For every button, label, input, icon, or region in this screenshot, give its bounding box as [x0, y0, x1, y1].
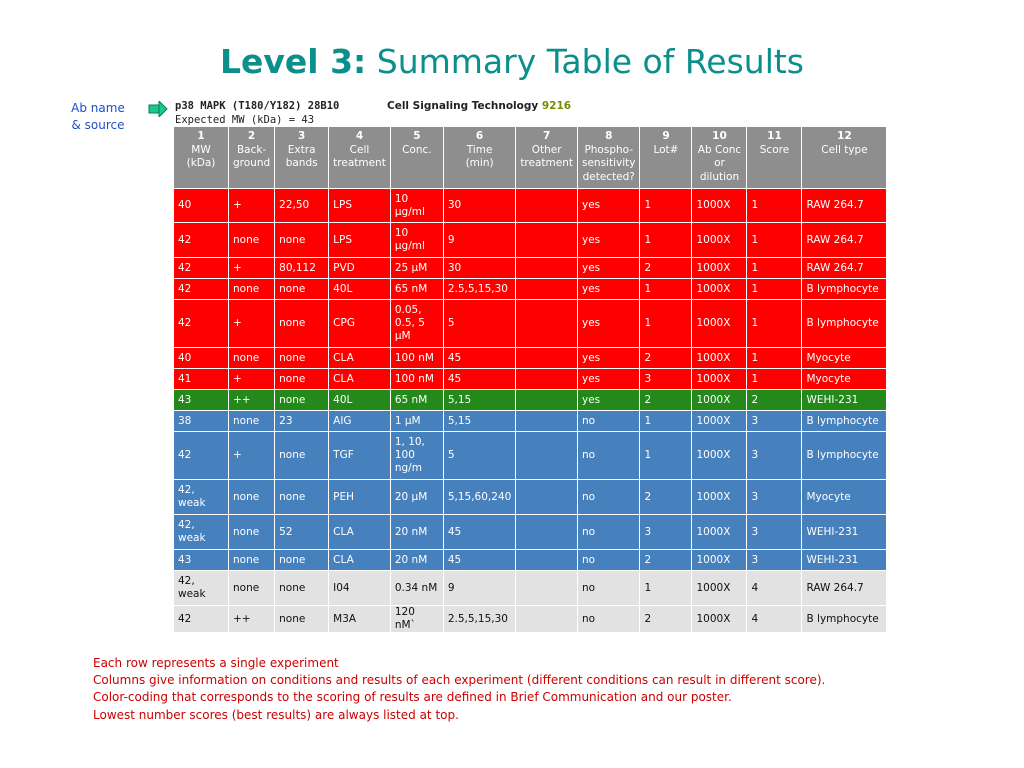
table-row	[174, 606, 887, 633]
table-cell: TGF	[329, 432, 391, 480]
table-cell: CLA	[329, 515, 391, 550]
table-cell: RAW 264.7	[802, 571, 887, 606]
table-cell: 38	[174, 411, 229, 432]
table-cell: yes	[578, 390, 640, 411]
table-cell: 42	[174, 279, 229, 300]
table-cell: none	[275, 606, 329, 633]
table-cell: 1000X	[692, 348, 747, 369]
table-cell: no	[578, 515, 640, 550]
column-header	[747, 127, 802, 189]
table-cell: CLA	[329, 348, 391, 369]
table-cell: yes	[578, 300, 640, 348]
table-cell	[516, 258, 578, 279]
title-level: Level 3:	[219, 42, 367, 81]
table-cell: 40	[174, 348, 229, 369]
table-cell: none	[275, 300, 329, 348]
table-cell	[516, 550, 578, 571]
table-cell: none	[275, 223, 329, 258]
table-cell	[516, 223, 578, 258]
table-cell: 1	[640, 571, 692, 606]
arrow-right-icon	[148, 101, 168, 117]
table-cell: 1	[640, 189, 692, 223]
column-number: 2	[247, 130, 256, 142]
table-cell: 42	[174, 300, 229, 348]
table-cell: 40L	[329, 390, 391, 411]
table-cell: 10 µg/ml	[390, 189, 443, 223]
column-label: bands	[285, 157, 318, 169]
table-cell: CPG	[329, 300, 391, 348]
column-label: or	[714, 157, 725, 169]
title-text: Summary Table of Results	[376, 42, 804, 81]
column-header	[692, 127, 747, 189]
table-cell: 1000X	[692, 411, 747, 432]
table-cell: 1	[747, 189, 802, 223]
table-cell: 41	[174, 369, 229, 390]
table-cell: 1000X	[692, 369, 747, 390]
note-line: Color-coding that corresponds to the scoring of results are defined in Brief Communication and our poster.	[93, 690, 732, 705]
table-cell: 45	[443, 515, 515, 550]
column-header	[329, 127, 391, 189]
table-cell: 25 µM	[390, 258, 443, 279]
table-cell: no	[578, 432, 640, 480]
table-cell	[516, 348, 578, 369]
table-cell: none	[275, 432, 329, 480]
ab-name-source-label	[58, 100, 138, 134]
column-label: Other	[531, 143, 562, 156]
table-cell: WEHI-231	[802, 390, 887, 411]
table-cell: ++	[229, 606, 275, 633]
table-cell: 65 nM	[390, 279, 443, 300]
table-cell: 100 nM	[390, 369, 443, 390]
table-cell: 42	[174, 258, 229, 279]
table-cell: 45	[443, 369, 515, 390]
column-label: Conc.	[402, 143, 432, 156]
table-cell: WEHI-231	[802, 515, 887, 550]
expected-mw: Expected MW (kDa) = 43	[175, 114, 315, 126]
table-cell: 30	[443, 258, 515, 279]
table-cell: +	[229, 300, 275, 348]
table-cell: CLA	[329, 369, 391, 390]
column-label: Lot#	[653, 143, 679, 156]
table-cell: 2	[640, 550, 692, 571]
table-cell: 0.34 nM	[390, 571, 443, 606]
table-cell: PEH	[329, 480, 391, 515]
table-row	[174, 223, 887, 258]
table-cell: 30	[443, 189, 515, 223]
column-label: Extra	[287, 143, 316, 156]
table-cell: yes	[578, 348, 640, 369]
table-cell: none	[229, 411, 275, 432]
table-cell	[516, 571, 578, 606]
note-line: Columns give information on conditions and results of each experiment (different conditions can result in different score).	[93, 673, 826, 688]
table-cell: no	[578, 411, 640, 432]
table-cell: 3	[640, 515, 692, 550]
table-cell	[516, 369, 578, 390]
table-cell: 2	[640, 348, 692, 369]
table-cell: 1000X	[692, 550, 747, 571]
table-cell: B lymphocyte	[802, 432, 887, 480]
table-row	[174, 390, 887, 411]
table-cell	[516, 432, 578, 480]
table-cell: 2	[640, 258, 692, 279]
table-row	[174, 258, 887, 279]
table-cell: 65 nM	[390, 390, 443, 411]
column-number: 11	[767, 130, 782, 142]
column-label: (min)	[465, 157, 494, 169]
table-cell	[516, 279, 578, 300]
table-body	[174, 189, 887, 633]
table-cell: 0.05, 0.5, 5 µM	[390, 300, 443, 348]
column-header	[390, 127, 443, 189]
column-number: 4	[355, 130, 364, 142]
table-cell: none	[275, 369, 329, 390]
table-cell: 10 µg/ml	[390, 223, 443, 258]
table-row	[174, 348, 887, 369]
table-cell: yes	[578, 258, 640, 279]
table-cell	[516, 189, 578, 223]
table-cell: 3	[747, 480, 802, 515]
column-label: Ab Conc	[697, 143, 742, 156]
column-label: Back-	[236, 143, 267, 156]
column-label: Time	[466, 143, 493, 156]
table-cell: 3	[747, 515, 802, 550]
column-number: 3	[298, 130, 306, 142]
table-cell: 1	[640, 223, 692, 258]
table-cell	[516, 480, 578, 515]
table-cell: 3	[747, 432, 802, 480]
column-number: 1	[197, 130, 205, 142]
column-label: treatment	[520, 157, 573, 169]
table-cell: 23	[275, 411, 329, 432]
table-cell	[516, 515, 578, 550]
column-number: 6	[475, 130, 484, 142]
table-cell: Myocyte	[802, 369, 887, 390]
table-cell: no	[578, 480, 640, 515]
table-cell: WEHI-231	[802, 550, 887, 571]
table-cell: 42	[174, 223, 229, 258]
table-cell	[516, 606, 578, 633]
table-cell: 1	[640, 411, 692, 432]
table-cell: 1000X	[692, 258, 747, 279]
table-cell: RAW 264.7	[802, 189, 887, 223]
table-cell: 2.5,5,15,30	[443, 606, 515, 633]
ab-label-line2: & source	[71, 118, 125, 132]
table-cell: 52	[275, 515, 329, 550]
table-cell: 1	[640, 300, 692, 348]
table-cell: I04	[329, 571, 391, 606]
table-cell: CLA	[329, 550, 391, 571]
antibody-catalog: 9216	[541, 100, 572, 112]
column-label: Score	[759, 143, 790, 156]
table-row	[174, 480, 887, 515]
table-cell: no	[578, 571, 640, 606]
table-cell: 1000X	[692, 571, 747, 606]
column-header	[229, 127, 275, 189]
table-cell: none	[275, 480, 329, 515]
table-cell: B lymphocyte	[802, 300, 887, 348]
table-row	[174, 300, 887, 348]
table-row	[174, 515, 887, 550]
table-cell: 42	[174, 606, 229, 633]
column-label: detected?	[582, 170, 635, 183]
table-cell: 1000X	[692, 279, 747, 300]
column-number: 9	[662, 130, 670, 142]
table-cell: 1000X	[692, 480, 747, 515]
table-cell: PVD	[329, 258, 391, 279]
table-cell: 2.5,5,15,30	[443, 279, 515, 300]
table-cell: no	[578, 606, 640, 633]
table-cell: +	[229, 258, 275, 279]
table-cell: 1 µM	[390, 411, 443, 432]
table-cell: 2	[640, 480, 692, 515]
table-cell: none	[229, 279, 275, 300]
table-row	[174, 550, 887, 571]
table-cell: 1000X	[692, 390, 747, 411]
table-cell	[516, 390, 578, 411]
column-label: treatment	[333, 157, 386, 169]
table-cell: LPS	[329, 223, 391, 258]
column-label: Cell	[349, 143, 370, 156]
table-cell: +	[229, 369, 275, 390]
table-cell: none	[275, 550, 329, 571]
table-cell: RAW 264.7	[802, 223, 887, 258]
table-cell: none	[229, 515, 275, 550]
table-cell: 5	[443, 432, 515, 480]
table-cell: 100 nM	[390, 348, 443, 369]
table-cell: 80,112	[275, 258, 329, 279]
table-row	[174, 411, 887, 432]
table-cell: 42, weak	[174, 515, 229, 550]
table-cell: 4	[747, 606, 802, 633]
table-cell: M3A	[329, 606, 391, 633]
table-cell: 4	[747, 571, 802, 606]
table-cell: yes	[578, 279, 640, 300]
table-cell: 1, 10, 100 ng/m	[390, 432, 443, 480]
table-cell: 1	[747, 369, 802, 390]
table-cell: yes	[578, 369, 640, 390]
table-cell: 1	[747, 279, 802, 300]
table-cell: AIG	[329, 411, 391, 432]
column-label: Cell type	[821, 143, 868, 156]
table-cell: none	[229, 480, 275, 515]
table-cell: none	[275, 348, 329, 369]
notes	[93, 655, 825, 724]
results-table	[173, 126, 887, 633]
column-label: MW	[191, 143, 211, 156]
table-cell: 2	[640, 606, 692, 633]
column-label: Phospho-	[584, 143, 634, 156]
column-number: 5	[413, 130, 421, 142]
table-cell: none	[229, 223, 275, 258]
table-cell: 120 nM`	[390, 606, 443, 633]
table-cell: none	[229, 550, 275, 571]
table-row	[174, 279, 887, 300]
table-cell: B lymphocyte	[802, 606, 887, 633]
table-cell: 9	[443, 223, 515, 258]
table-cell: B lymphocyte	[802, 411, 887, 432]
table-cell: 2	[747, 390, 802, 411]
table-cell: 5,15,60,240	[443, 480, 515, 515]
table-cell: +	[229, 189, 275, 223]
note-line: Lowest number scores (best results) are always listed at top.	[93, 707, 459, 722]
table-cell: 1	[747, 258, 802, 279]
table-cell: 1000X	[692, 223, 747, 258]
table-cell: 1000X	[692, 189, 747, 223]
table-cell: 45	[443, 348, 515, 369]
table-cell: 5,15	[443, 390, 515, 411]
table-cell: 20 nM	[390, 515, 443, 550]
table-cell: 20 nM	[390, 550, 443, 571]
table-cell: 1000X	[692, 515, 747, 550]
antibody-source	[387, 100, 571, 112]
table-cell: 1000X	[692, 606, 747, 633]
table-cell: none	[275, 279, 329, 300]
table-cell: Myocyte	[802, 480, 887, 515]
table-cell: 1	[747, 300, 802, 348]
table-cell: none	[275, 390, 329, 411]
column-header	[516, 127, 578, 189]
column-number: 7	[543, 130, 551, 142]
table-cell: 5,15	[443, 411, 515, 432]
note-line: Each row represents a single experiment	[93, 656, 339, 670]
table-row	[174, 189, 887, 223]
table-cell: 40L	[329, 279, 391, 300]
table-cell: 43	[174, 550, 229, 571]
table-cell: ++	[229, 390, 275, 411]
column-header	[443, 127, 515, 189]
table-cell	[516, 300, 578, 348]
table-cell: none	[229, 571, 275, 606]
column-header	[174, 127, 229, 189]
ab-label-line1: Ab name	[71, 101, 125, 115]
table-cell: 22,50	[275, 189, 329, 223]
table-cell: 42, weak	[174, 571, 229, 606]
column-header	[275, 127, 329, 189]
table-cell: 20 µM	[390, 480, 443, 515]
column-header	[578, 127, 640, 189]
table-cell: 43	[174, 390, 229, 411]
table-cell: 1	[640, 279, 692, 300]
table-cell: yes	[578, 189, 640, 223]
table-cell: 1	[640, 432, 692, 480]
table-cell: LPS	[329, 189, 391, 223]
table-row	[174, 432, 887, 480]
antibody-name: p38 MAPK (T180/Y182) 28B10	[175, 100, 340, 112]
table-cell: 40	[174, 189, 229, 223]
table-cell: 1	[747, 348, 802, 369]
table-header-row	[174, 127, 887, 189]
column-number: 12	[837, 130, 852, 142]
table-row	[174, 571, 887, 606]
table-cell: RAW 264.7	[802, 258, 887, 279]
table-cell: none	[229, 348, 275, 369]
table-cell: 3	[747, 411, 802, 432]
table-cell: 9	[443, 571, 515, 606]
table-cell: 42	[174, 432, 229, 480]
antibody-company: Cell Signaling Technology	[387, 100, 539, 112]
table-cell: 42, weak	[174, 480, 229, 515]
table-cell: Myocyte	[802, 348, 887, 369]
column-number: 8	[605, 130, 613, 142]
page-title	[0, 42, 1024, 81]
antibody-header	[175, 100, 572, 112]
table-cell: 1	[747, 223, 802, 258]
table-cell: none	[275, 571, 329, 606]
column-label: ground	[233, 157, 271, 169]
column-number: 10	[712, 130, 727, 142]
table-cell: 45	[443, 550, 515, 571]
table-cell	[516, 411, 578, 432]
table-cell: +	[229, 432, 275, 480]
table-row	[174, 369, 887, 390]
table-cell: 5	[443, 300, 515, 348]
column-label: sensitivity	[582, 157, 636, 169]
column-label: dilution	[699, 170, 740, 183]
table-cell: B lymphocyte	[802, 279, 887, 300]
table-cell: 3	[747, 550, 802, 571]
column-label: (kDa)	[186, 157, 216, 169]
table-cell: 2	[640, 390, 692, 411]
column-header	[802, 127, 887, 189]
table-cell: no	[578, 550, 640, 571]
table-cell: 3	[640, 369, 692, 390]
table-cell: 1000X	[692, 300, 747, 348]
table-cell: 1000X	[692, 432, 747, 480]
column-header	[640, 127, 692, 189]
table-cell: yes	[578, 223, 640, 258]
